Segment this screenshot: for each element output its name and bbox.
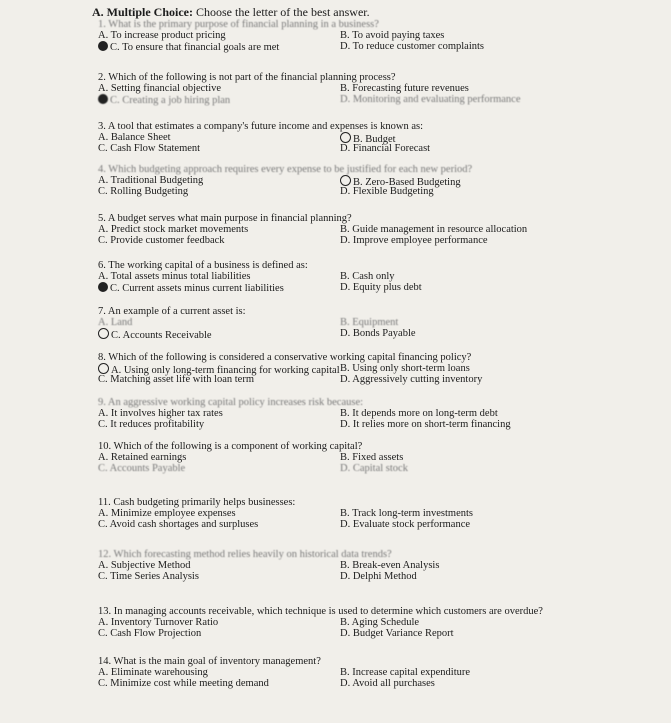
option-b: B. To avoid paying taxes (340, 30, 445, 41)
option-b: B. Track long-term investments (340, 508, 473, 519)
option-d: D. Financial Forecast (340, 143, 431, 154)
option-a: A. Using only long-term financing for working capital (98, 363, 340, 376)
option-b: B. Zero-Based Budgeting (340, 175, 461, 188)
question-stem: 2. Which of the following is not part of the financial planning process? (98, 72, 396, 83)
option-b: B. Break-even Analysis (340, 560, 440, 571)
question-6 (98, 260, 658, 293)
option-d: D. Capital stock (340, 463, 408, 474)
question-9 (98, 397, 658, 430)
option-a: A. Subjective Method (98, 560, 191, 571)
option-a: A. Total assets minus total liabilities (98, 271, 251, 282)
option-b: B. Cash only (340, 271, 395, 282)
question-11 (98, 497, 658, 530)
option-c: C. Time Series Analysis (98, 571, 199, 582)
answer-circle-icon (98, 328, 109, 339)
answer-mark-icon (98, 282, 108, 292)
option-d: D. Monitoring and evaluating performance (340, 94, 521, 105)
answer-mark-icon (98, 41, 108, 51)
option-c: C. Rolling Budgeting (98, 186, 189, 197)
section-label: A. Multiple Choice: (92, 5, 193, 19)
option-a: A. Balance Sheet (98, 132, 171, 143)
option-c: C. Accounts Receivable (98, 328, 212, 341)
option-b: B. Guide management in resource allocation (340, 224, 528, 235)
question-1 (98, 19, 658, 52)
question-5 (98, 213, 658, 246)
option-b: B. Forecasting future revenues (340, 83, 469, 94)
option-b: B. Equipment (340, 317, 399, 328)
option-d: D. Bonds Payable (340, 328, 416, 339)
answer-circle-icon (98, 363, 109, 374)
option-d: D. Evaluate stock performance (340, 519, 471, 530)
option-a: A. Land (98, 317, 133, 328)
option-c: C. To ensure that financial goals are met (98, 41, 279, 53)
question-stem: 8. Which of the following is considered a conservative working capital financing policy? (98, 352, 472, 363)
question-10 (98, 441, 658, 474)
option-a: A. Minimize employee expenses (98, 508, 236, 519)
question-stem: 14. What is the main goal of inventory management? (98, 656, 321, 667)
option-a: A. Inventory Turnover Ratio (98, 617, 219, 628)
option-c: C. Avoid cash shortages and surpluses (98, 519, 259, 530)
question-stem: 12. Which forecasting method relies heavily on historical data trends? (98, 549, 392, 560)
answer-circle-icon (340, 175, 351, 186)
question-8 (98, 352, 658, 385)
question-3 (98, 121, 658, 154)
option-d: D. Delphi Method (340, 571, 417, 582)
question-stem: 10. Which of the following is a component of working capital? (98, 441, 363, 452)
question-13 (98, 606, 658, 639)
option-b: B. Aging Schedule (340, 617, 420, 628)
option-d: D. Aggressively cutting inventory (340, 374, 483, 385)
option-d: D. Avoid all purchases (340, 678, 435, 689)
answer-mark-icon (98, 94, 108, 104)
option-a: A. Setting financial objective (98, 83, 222, 94)
question-2 (98, 72, 658, 105)
option-a: A. Eliminate warehousing (98, 667, 208, 678)
option-d: D. Flexible Budgeting (340, 186, 434, 197)
option-a: A. It involves higher tax rates (98, 408, 223, 419)
option-b: B. Fixed assets (340, 452, 404, 463)
option-a: A. Predict stock market movements (98, 224, 249, 235)
option-b: B. Increase capital expenditure (340, 667, 471, 678)
option-c: C. Cash Flow Projection (98, 628, 202, 639)
question-stem: 13. In managing accounts receivable, which technique is used to determine which customers are overdue? (98, 606, 543, 617)
question-stem: 5. A budget serves what main purpose in financial planning? (98, 213, 352, 224)
option-a: A. To increase product pricing (98, 30, 226, 41)
option-b: B. Budget (340, 132, 396, 145)
option-d: D. Budget Variance Report (340, 628, 454, 639)
option-c: C. Current assets minus current liabilities (98, 282, 284, 294)
option-c: C. Provide customer feedback (98, 235, 225, 246)
section-instruction: Choose the letter of the best answer. (196, 5, 370, 19)
option-c: C. Creating a job hiring plan (98, 94, 230, 106)
question-stem: 7. An example of a current asset is: (98, 306, 246, 317)
option-c: C. Accounts Payable (98, 463, 186, 474)
question-stem: 1. What is the primary purpose of financial planning in a business? (98, 19, 379, 30)
option-b: B. It depends more on long-term debt (340, 408, 498, 419)
option-d: D. To reduce customer complaints (340, 41, 484, 52)
question-stem: 3. A tool that estimates a company's future income and expenses is known as: (98, 121, 423, 132)
option-a: A. Traditional Budgeting (98, 175, 204, 186)
option-b: B. Using only short-term loans (340, 363, 470, 374)
option-a: A. Retained earnings (98, 452, 187, 463)
answer-circle-icon (340, 132, 351, 143)
question-14 (98, 656, 658, 689)
question-12 (98, 549, 658, 582)
option-d: D. Equity plus debt (340, 282, 422, 293)
option-c: C. Cash Flow Statement (98, 143, 201, 154)
question-4 (98, 164, 658, 197)
option-c: C. It reduces profitability (98, 419, 205, 430)
question-stem: 4. Which budgeting approach requires every expense to be justified for each new period? (98, 164, 473, 175)
question-stem: 6. The working capital of a business is defined as: (98, 260, 308, 271)
option-d: D. Improve employee performance (340, 235, 488, 246)
section-heading (92, 5, 370, 20)
option-d: D. It relies more on short-term financing (340, 419, 511, 430)
option-c: C. Minimize cost while meeting demand (98, 678, 269, 689)
question-stem: 9. An aggressive working capital policy increases risk because: (98, 397, 364, 408)
option-c: C. Matching asset life with loan term (98, 374, 255, 385)
question-stem: 11. Cash budgeting primarily helps businesses: (98, 497, 296, 508)
question-7 (98, 306, 658, 339)
